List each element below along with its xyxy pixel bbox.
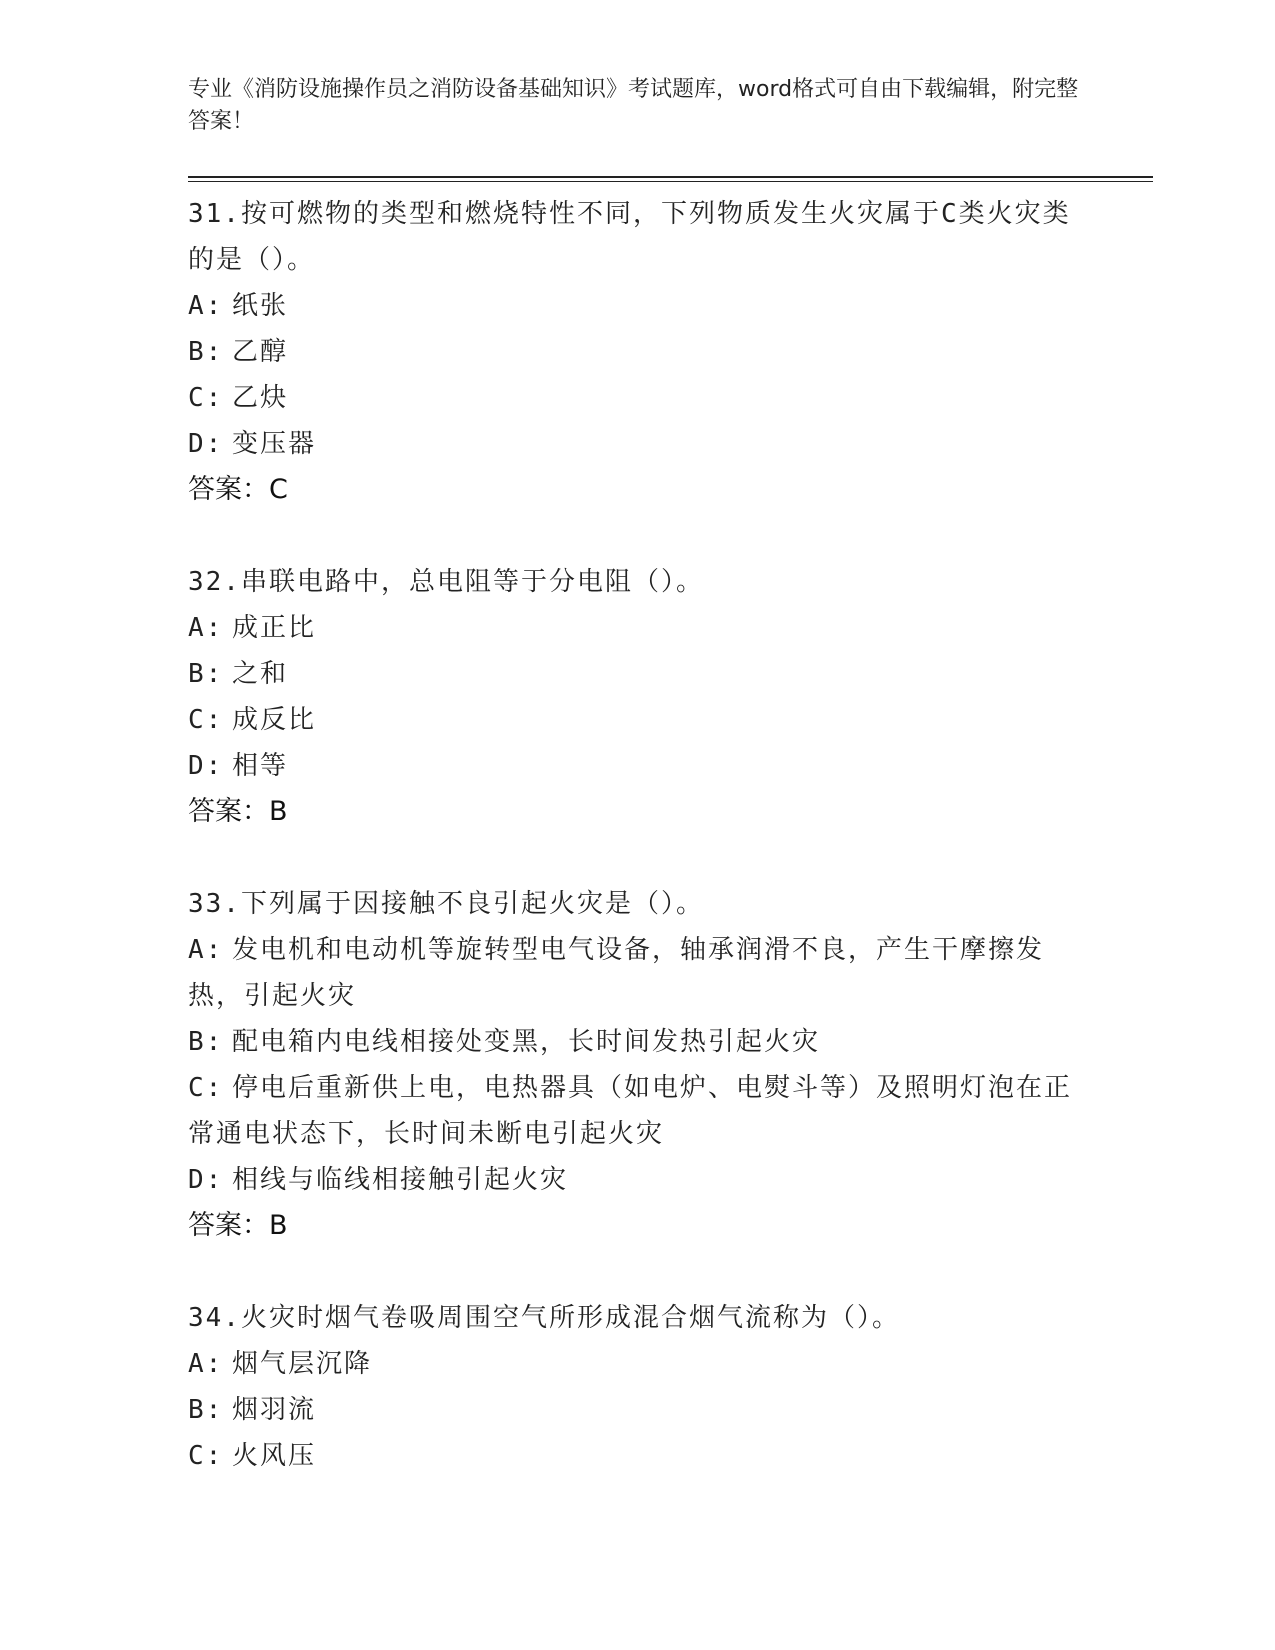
option-text: 纸张 (232, 291, 289, 321)
option-text: 乙醇 (232, 337, 289, 367)
option-b (188, 1387, 1088, 1433)
option-key: B: (188, 337, 224, 367)
option-b (188, 329, 1088, 375)
option-text: 变压器 (232, 429, 317, 459)
option-text: 烟气层沉降 (232, 1349, 373, 1379)
option-text: 火风压 (232, 1441, 317, 1471)
question-stem: 34.火灾时烟气卷吸周围空气所形成混合烟气流称为（）。 (188, 1303, 900, 1333)
option-key: A: (188, 613, 224, 643)
question-stem: 33.下列属于因接触不良引起火灾是（）。 (188, 889, 704, 919)
header-divider-thin (188, 181, 1153, 182)
option-text: 配电箱内电线相接处变黑，长时间发热引起火灾 (232, 1027, 821, 1057)
option-c (188, 697, 1088, 743)
option-text: 成正比 (232, 613, 317, 643)
option-b (188, 1019, 1088, 1065)
option-key: B: (188, 659, 224, 689)
option-key: D: (188, 429, 224, 459)
question-33 (188, 881, 1088, 1249)
question-list (188, 191, 1088, 1479)
option-text: 相线与临线相接触引起火灾 (232, 1165, 569, 1195)
answer-line: 答案：C (188, 474, 288, 505)
option-a (188, 605, 1088, 651)
option-key: A: (188, 935, 224, 965)
option-key: D: (188, 751, 224, 781)
answer-line: 答案：B (188, 796, 288, 827)
option-text: 之和 (232, 659, 289, 689)
question-32 (188, 559, 1088, 835)
option-d (188, 1157, 1088, 1203)
option-key: C: (188, 1073, 224, 1103)
option-a (188, 1341, 1088, 1387)
question-31 (188, 191, 1088, 513)
header-divider-thick (188, 176, 1153, 178)
option-key: A: (188, 1349, 224, 1379)
option-b (188, 651, 1088, 697)
option-key: A: (188, 291, 224, 321)
option-c (188, 1433, 1088, 1479)
option-text: 烟羽流 (232, 1395, 317, 1425)
option-key: C: (188, 1441, 224, 1471)
option-c (188, 375, 1088, 421)
option-a (188, 927, 1088, 1019)
option-key: B: (188, 1027, 224, 1057)
document-header: 专业《消防设施操作员之消防设备基础知识》考试题库，word格式可自由下载编辑，附完整答案！ (188, 77, 1079, 134)
option-c (188, 1065, 1088, 1157)
question-stem: 32.串联电路中，总电阻等于分电阻（）。 (188, 567, 704, 597)
option-text: 停电后重新供上电，电热器具（如电炉、电熨斗等）及照明灯泡在正常通电状态下，长时间未断电引起火灾 (188, 1073, 1073, 1149)
option-text: 乙炔 (232, 383, 289, 413)
option-text: 成反比 (232, 705, 317, 735)
option-key: B: (188, 1395, 224, 1425)
answer-line: 答案：B (188, 1210, 288, 1241)
option-d (188, 421, 1088, 467)
question-34 (188, 1295, 1088, 1479)
option-text: 发电机和电动机等旋转型电气设备，轴承润滑不良，产生干摩擦发热，引起火灾 (188, 935, 1045, 1011)
option-key: C: (188, 705, 224, 735)
option-key: D: (188, 1165, 224, 1195)
option-text: 相等 (232, 751, 289, 781)
question-stem: 31.按可燃物的类型和燃烧特性不同，下列物质发生火灾属于C类火灾类的是（）。 (188, 199, 1071, 275)
option-key: C: (188, 383, 224, 413)
option-d (188, 743, 1088, 789)
option-a (188, 283, 1088, 329)
